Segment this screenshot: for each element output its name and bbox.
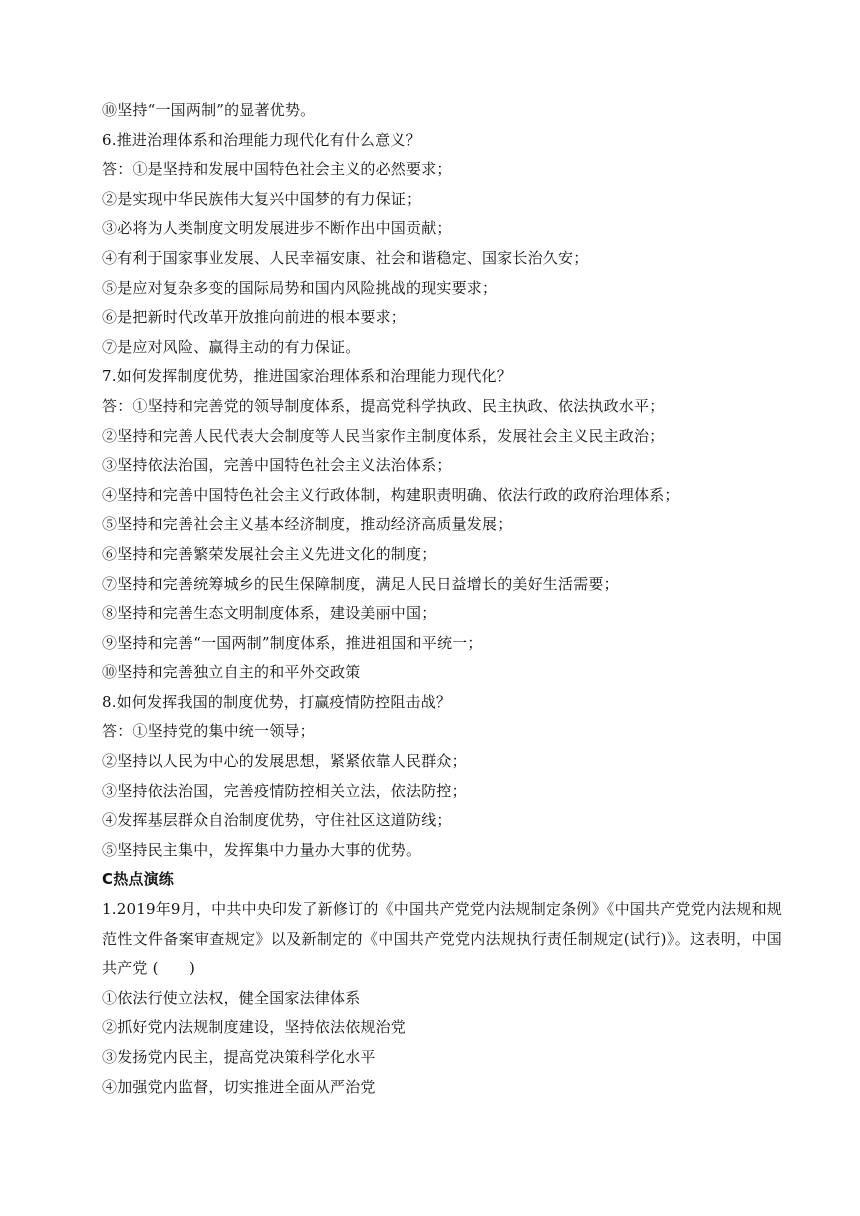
answer-line: ⑩坚持和完善独立自主的和平外交政策	[102, 663, 361, 682]
question-6: 6.推进治理体系和治理能力现代化有什么意义？	[102, 130, 421, 149]
answer-line: ⑧坚持和完善生态文明制度体系，建设美丽中国；	[102, 604, 437, 623]
answer-line: ②坚持和完善人民代表大会制度等人民当家作主制度体系，发展社会主义民主政治；	[102, 426, 665, 445]
exercise-1-stem: 1.2019年9月，中共中央印发了新修订的《中国共产党党内法规制定条例》《中国共产党党内法规和规范性文件备案审查规定》以及新制定的《中国共产党党内法规执行责任制规定(试行)》。这表明，中国共产党 ( )	[102, 900, 782, 978]
answer-line: ②坚持以人民为中心的发展思想，紧紧依靠人民群众；	[102, 752, 467, 771]
question-7-answers	[102, 392, 782, 688]
document-page	[102, 96, 782, 1102]
answer-line: ⑥坚持和完善繁荣发展社会主义先进文化的制度；	[102, 544, 437, 563]
exercise-1-options	[102, 984, 782, 1102]
answer-line: 答：①坚持和完善党的领导制度体系，提高党科学执政、民主执政、依法执政水平；	[102, 396, 665, 415]
answer-line: ⑤坚持民主集中，发挥集中力量办大事的优势。	[102, 840, 422, 859]
answer-line: 答：①坚持党的集中统一领导；	[102, 722, 315, 741]
answer-line: ④坚持和完善中国特色社会主义行政体制，构建职责明确、依法行政的政府治理体系；	[102, 485, 680, 504]
question-8: 8.如何发挥我国的制度优势，打赢疫情防控阻击战？	[102, 692, 452, 711]
answer-line: ⑤是应对复杂多变的国际局势和国内风险挑战的现实要求；	[102, 278, 498, 297]
option-line: ②抓好党内法规制度建设，坚持依法依规治党	[102, 1018, 407, 1037]
answer-line: ⑥是把新时代改革开放推向前进的根本要求；	[102, 308, 407, 327]
answer-line: ④有利于国家事业发展、人民幸福安康、社会和谐稳定、国家长治久安；	[102, 248, 589, 267]
item-10-line: ⑩坚持“一国两制”的显著优势。	[102, 101, 316, 119]
answer-line: ⑨坚持和完善“一国两制”制度体系，推进祖国和平统一；	[102, 633, 483, 652]
answer-line: ③坚持依法治国，完善疫情防控相关立法，依法防控；	[102, 781, 467, 800]
option-line: ④加强党内监督，切实推进全面从严治党	[102, 1077, 376, 1096]
question-8-answers	[102, 717, 782, 865]
answer-line: ⑤坚持和完善社会主义基本经济制度，推动经济高质量发展；	[102, 515, 513, 534]
question-6-answers	[102, 155, 782, 362]
question-7: 7.如何发挥制度优势，推进国家治理体系和治理能力现代化？	[102, 367, 512, 386]
answer-line: ③必将为人类制度文明发展进步不断作出中国贡献；	[102, 219, 452, 238]
answer-line: ⑦坚持和完善统筹城乡的民生保障制度，满足人民日益增长的美好生活需要；	[102, 574, 619, 593]
answer-line: ⑦是应对风险、赢得主动的有力保证。	[102, 337, 361, 356]
section-c-heading: C热点演练	[102, 870, 175, 889]
answer-line: 答：①是坚持和发展中国特色社会主义的必然要求；	[102, 160, 452, 179]
answer-line: ③坚持依法治国，完善中国特色社会主义法治体系；	[102, 456, 452, 475]
option-line: ①依法行使立法权，健全国家法律体系	[102, 988, 361, 1007]
answer-line: ②是实现中华民族伟大复兴中国梦的有力保证；	[102, 189, 422, 208]
option-line: ③发扬党内民主，提高党决策科学化水平	[102, 1048, 376, 1066]
answer-line: ④发挥基层群众自治制度优势，守住社区这道防线；	[102, 811, 452, 830]
